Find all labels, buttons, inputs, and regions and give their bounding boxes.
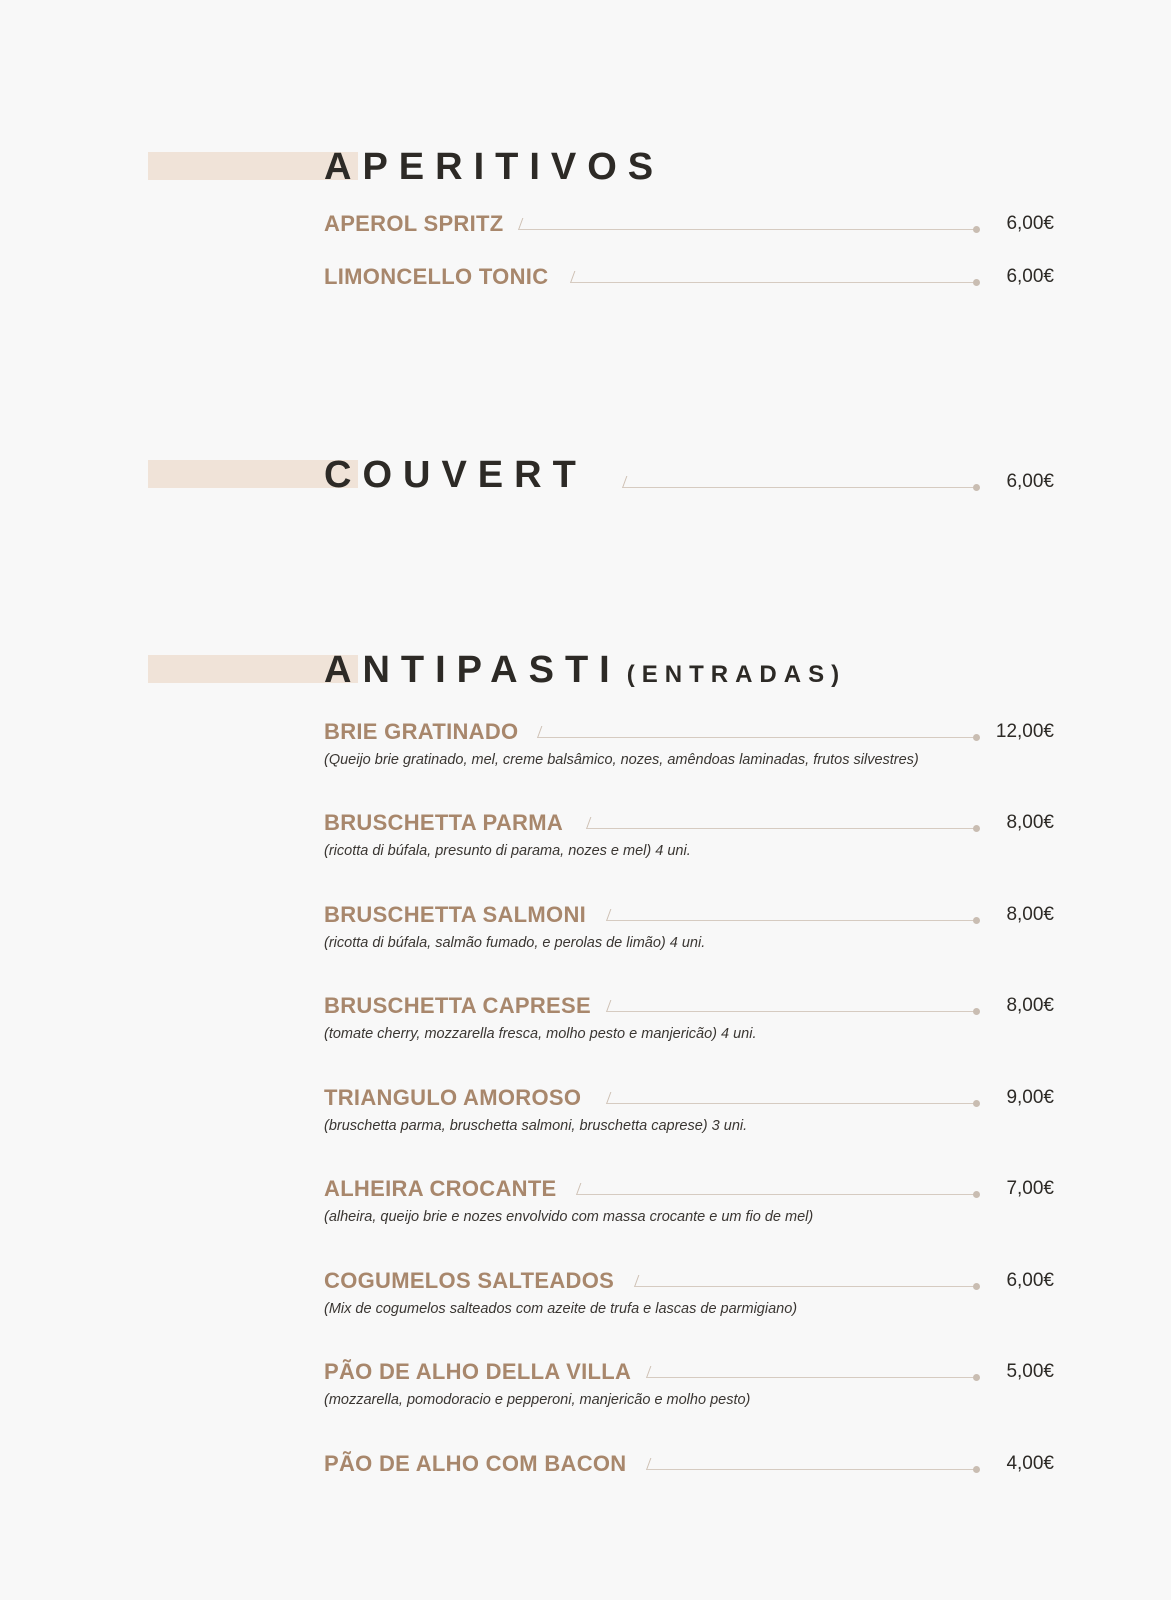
leader-line bbox=[518, 218, 980, 230]
item-price: 12,00€ bbox=[995, 721, 1054, 742]
section-subtitle: (ENTRADAS) bbox=[626, 661, 847, 688]
item-price: 8,00€ bbox=[1006, 995, 1054, 1016]
section-title bbox=[324, 148, 664, 186]
item-name: PÃO DE ALHO DELLA VILLA bbox=[324, 1359, 632, 1384]
item-name: BRUSCHETTA PARMA bbox=[324, 810, 564, 835]
item-price: 9,00€ bbox=[1006, 1087, 1054, 1108]
item-description: (bruschetta parma, bruschetta salmoni, bruschetta caprese) 3 uni. bbox=[324, 1118, 748, 1134]
leader-line bbox=[646, 1458, 980, 1470]
menu-item bbox=[324, 1084, 1054, 1144]
item-name: TRIANGULO AMOROSO bbox=[324, 1085, 582, 1110]
leader-line bbox=[622, 476, 980, 488]
leader-line bbox=[646, 1366, 980, 1378]
leader-line bbox=[570, 271, 980, 283]
menu-item bbox=[324, 1267, 1054, 1327]
section-title-text: APERITIVOS bbox=[324, 146, 665, 188]
menu-item bbox=[324, 992, 1054, 1052]
item-name: BRUSCHETTA SALMONI bbox=[324, 902, 587, 927]
menu-item bbox=[324, 210, 1054, 270]
menu-item bbox=[324, 1175, 1054, 1235]
leader-line bbox=[576, 1183, 980, 1195]
item-name: BRIE GRATINADO bbox=[324, 719, 519, 744]
menu-item bbox=[324, 263, 1054, 323]
leader-line bbox=[606, 1092, 980, 1104]
item-name: PÃO DE ALHO COM BACON bbox=[324, 1451, 627, 1476]
item-description: (Queijo brie gratinado, mel, creme balsâmico, nozes, amêndoas laminadas, frutos silvestres) bbox=[324, 752, 919, 768]
menu-item bbox=[324, 1358, 1054, 1418]
section-title bbox=[324, 651, 846, 689]
item-name: BRUSCHETTA CAPRESE bbox=[324, 993, 591, 1018]
menu-item bbox=[324, 468, 1054, 528]
menu-item bbox=[324, 718, 1054, 778]
item-price: 4,00€ bbox=[1006, 1453, 1054, 1474]
item-price: 5,00€ bbox=[1006, 1361, 1054, 1382]
item-description: (alheira, queijo brie e nozes envolvido com massa crocante e um fio de mel) bbox=[324, 1209, 814, 1225]
menu-item bbox=[324, 901, 1054, 961]
leader-line bbox=[606, 909, 980, 921]
section-title-text: COUVERT bbox=[324, 454, 587, 496]
leader-line bbox=[537, 726, 980, 738]
item-price: 8,00€ bbox=[1006, 904, 1054, 925]
item-price: 7,00€ bbox=[1006, 1178, 1054, 1199]
item-description: (Mix de cogumelos salteados com azeite de trufa e lascas de parmigiano) bbox=[324, 1301, 798, 1317]
item-price: 6,00€ bbox=[1006, 471, 1054, 492]
item-price: 6,00€ bbox=[1006, 1270, 1054, 1291]
leader-line bbox=[634, 1275, 980, 1287]
section-title-text: ANTIPASTI bbox=[324, 649, 621, 691]
item-price: 6,00€ bbox=[1006, 213, 1054, 234]
item-description: (ricotta di búfala, presunto di parama, nozes e mel) 4 uni. bbox=[324, 843, 691, 859]
item-description: (tomate cherry, mozzarella fresca, molho pesto e manjericão) 4 uni. bbox=[324, 1026, 757, 1042]
item-name: LIMONCELLO TONIC bbox=[324, 264, 549, 289]
menu-item bbox=[324, 1450, 1054, 1510]
leader-line bbox=[606, 1000, 980, 1012]
item-description: (mozzarella, pomodoracio e pepperoni, manjericão e molho pesto) bbox=[324, 1392, 751, 1408]
item-price: 6,00€ bbox=[1006, 266, 1054, 287]
menu-item bbox=[324, 809, 1054, 869]
item-name: ALHEIRA CROCANTE bbox=[324, 1176, 557, 1201]
item-price: 8,00€ bbox=[1006, 812, 1054, 833]
item-name: APEROL SPRITZ bbox=[324, 211, 504, 236]
item-name: COGUMELOS SALTEADOS bbox=[324, 1268, 615, 1293]
item-description: (ricotta di búfala, salmão fumado, e perolas de limão) 4 uni. bbox=[324, 935, 706, 951]
leader-line bbox=[586, 817, 980, 829]
